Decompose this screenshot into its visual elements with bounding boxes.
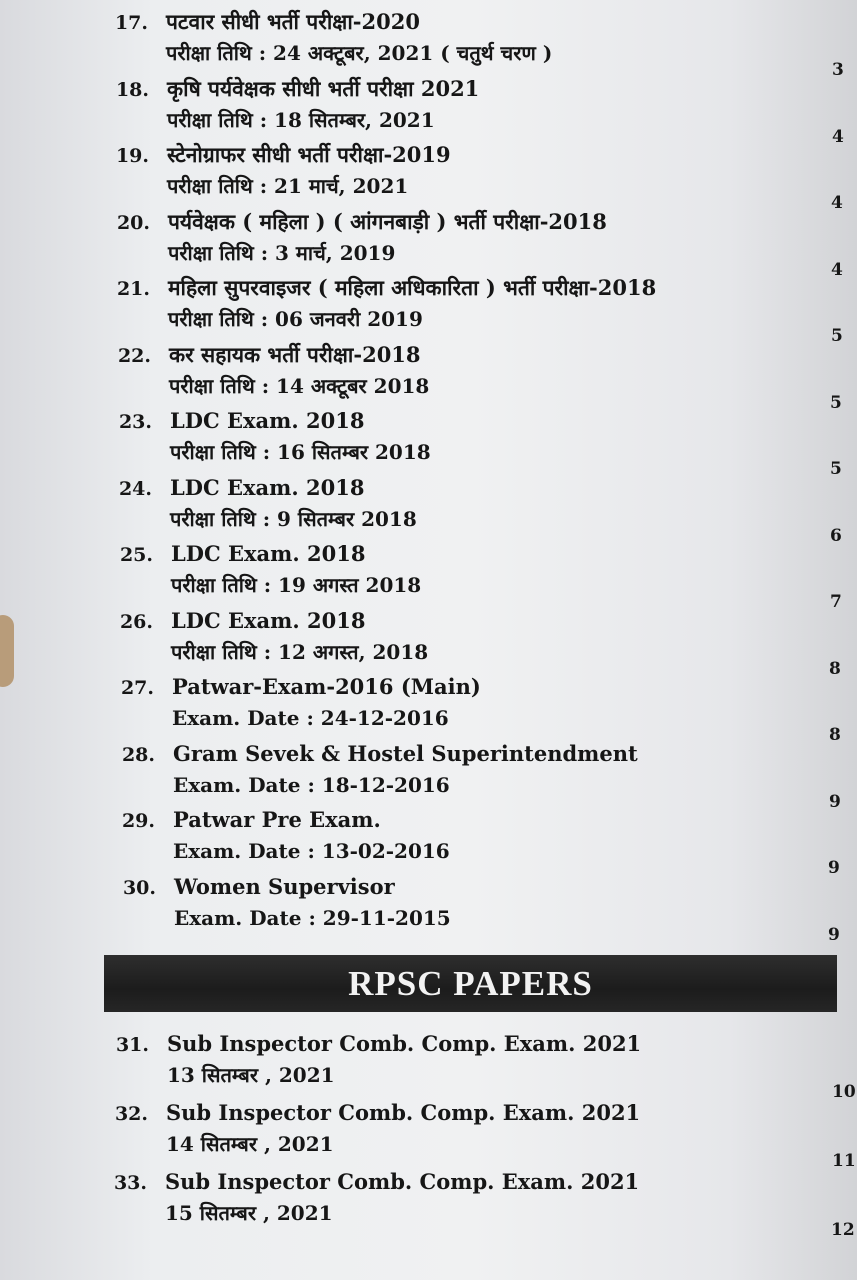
toc-entry xyxy=(0,208,857,280)
entry-page-number: 12 xyxy=(831,1220,855,1240)
entry-title: Gram Sevek & Hostel Superintendment xyxy=(173,740,638,766)
entry-number: 22. xyxy=(117,344,151,367)
entry-title: Sub Inspector Comb. Comp. Exam. 2021 xyxy=(165,1169,640,1194)
toc-entry xyxy=(0,474,857,546)
entry-page-number: 3 xyxy=(832,60,844,80)
entry-title: Sub Inspector Comb. Comp. Exam. 2021 xyxy=(166,1100,641,1125)
entry-title: Patwar-Exam-2016 (Main) xyxy=(172,674,481,699)
entry-number: 18. xyxy=(115,78,149,101)
toc-entry xyxy=(0,1030,857,1102)
section-banner-title: RPSC PAPERS xyxy=(348,963,593,1003)
entry-title: LDC Exam. 2018 xyxy=(171,541,366,566)
entry-page-number: 10 xyxy=(832,1082,856,1102)
toc-entry xyxy=(0,1099,857,1171)
entry-date: परीक्षा तिथि : 24 अक्टूबर, 2021 ( चतुर्थ चरण ) xyxy=(166,41,553,65)
entry-number: 30. xyxy=(122,876,156,899)
toc-entry xyxy=(0,540,857,612)
entry-page-number: 11 xyxy=(832,1151,856,1171)
entry-title: पर्यवेक्षक ( महिला ) ( आंगनबाड़ी ) भर्ती परीक्षा-2018 xyxy=(168,208,607,234)
entry-number: 25. xyxy=(119,544,153,566)
entry-date: परीक्षा तिथि : 9 सितम्बर 2018 xyxy=(170,506,417,531)
entry-number: 24. xyxy=(118,477,152,500)
toc-entry xyxy=(0,806,857,878)
entry-title: Sub Inspector Comb. Comp. Exam. 2021 xyxy=(167,1031,642,1056)
entry-date: परीक्षा तिथि : 06 जनवरी 2019 xyxy=(168,307,423,331)
entry-page-number: 9 xyxy=(829,791,841,812)
entry-title: Women Supervisor xyxy=(174,873,395,899)
toc-entry xyxy=(0,873,857,945)
entry-number: 17. xyxy=(114,12,148,34)
entry-date: Exam. Date : 24-12-2016 xyxy=(172,706,449,730)
entry-title: महिला सुपरवाइजर ( महिला अधिकारिता ) भर्ती परीक्षा-2018 xyxy=(168,275,657,300)
toc-entry xyxy=(0,274,857,346)
entry-title: पटवार सीधी भर्ती परीक्षा-2020 xyxy=(166,9,420,34)
entry-date: Exam. Date : 13-02-2016 xyxy=(173,839,450,863)
entry-number: 28. xyxy=(121,743,155,766)
toc-entry xyxy=(0,407,857,479)
entry-page-number: 5 xyxy=(831,326,843,346)
entry-date: परीक्षा तिथि : 3 मार्च, 2019 xyxy=(168,240,396,265)
entry-page-number: 9 xyxy=(828,924,840,945)
entry-page-number: 8 xyxy=(829,658,841,679)
entry-title: कर सहायक भर्ती परीक्षा-2018 xyxy=(169,341,421,367)
entry-number: 23. xyxy=(118,411,152,433)
entry-number: 29. xyxy=(121,810,155,832)
entry-number: 32. xyxy=(114,1103,148,1125)
entry-date: परीक्षा तिथि : 21 मार्च, 2021 xyxy=(167,174,409,198)
entry-date: Exam. Date : 18-12-2016 xyxy=(173,772,450,797)
entry-number: 19. xyxy=(115,145,149,167)
entry-title: LDC Exam. 2018 xyxy=(170,408,365,433)
entry-page-number: 8 xyxy=(829,725,841,745)
entry-page-number: 9 xyxy=(828,858,840,878)
entry-page-number: 4 xyxy=(831,259,843,280)
section-banner xyxy=(104,955,837,1012)
entry-date: परीक्षा तिथि : 12 अगस्त, 2018 xyxy=(171,639,429,664)
entry-date: परीक्षा तिथि : 18 सितम्बर, 2021 xyxy=(167,107,435,132)
entry-page-number: 7 xyxy=(830,592,842,612)
entry-date: Exam. Date : 29-11-2015 xyxy=(174,905,451,930)
entry-page-number: 4 xyxy=(831,193,843,213)
entry-date: 13 सितम्बर , 2021 xyxy=(167,1063,335,1087)
entry-date: परीक्षा तिथि : 14 अक्टूबर 2018 xyxy=(169,373,430,398)
entry-number: 33. xyxy=(113,1172,147,1194)
toc-entry xyxy=(0,673,857,745)
entry-number: 27. xyxy=(120,677,154,699)
entry-title: LDC Exam. 2018 xyxy=(170,474,365,500)
entry-number: 21. xyxy=(116,278,150,300)
toc-entry xyxy=(0,1168,857,1240)
entry-page-number: 6 xyxy=(830,525,842,546)
toc-entry xyxy=(0,607,857,679)
entry-date: परीक्षा तिथि : 19 अगस्त 2018 xyxy=(171,573,422,597)
toc-entry xyxy=(0,8,857,80)
entry-number: 31. xyxy=(115,1034,149,1056)
entry-title: स्टेनोग्राफर सीधी भर्ती परीक्षा-2019 xyxy=(167,142,451,167)
entry-title: Patwar Pre Exam. xyxy=(173,807,381,832)
entry-date: परीक्षा तिथि : 16 सितम्बर 2018 xyxy=(170,440,431,464)
entry-number: 26. xyxy=(119,610,153,633)
toc-entry xyxy=(0,341,857,413)
toc-entry xyxy=(0,740,857,812)
entry-page-number: 4 xyxy=(832,126,844,147)
entry-title: कृषि पर्यवेक्षक सीधी भर्ती परीक्षा 2021 xyxy=(167,75,480,101)
entry-number: 20. xyxy=(116,211,150,234)
entry-page-number: 5 xyxy=(830,392,842,413)
entry-date: 14 सितम्बर , 2021 xyxy=(166,1132,334,1156)
toc-entry xyxy=(0,75,857,147)
entry-title: LDC Exam. 2018 xyxy=(171,607,366,633)
entry-date: 15 सितम्बर , 2021 xyxy=(165,1201,333,1225)
entry-page-number: 5 xyxy=(830,459,842,479)
toc-entry xyxy=(0,141,857,213)
